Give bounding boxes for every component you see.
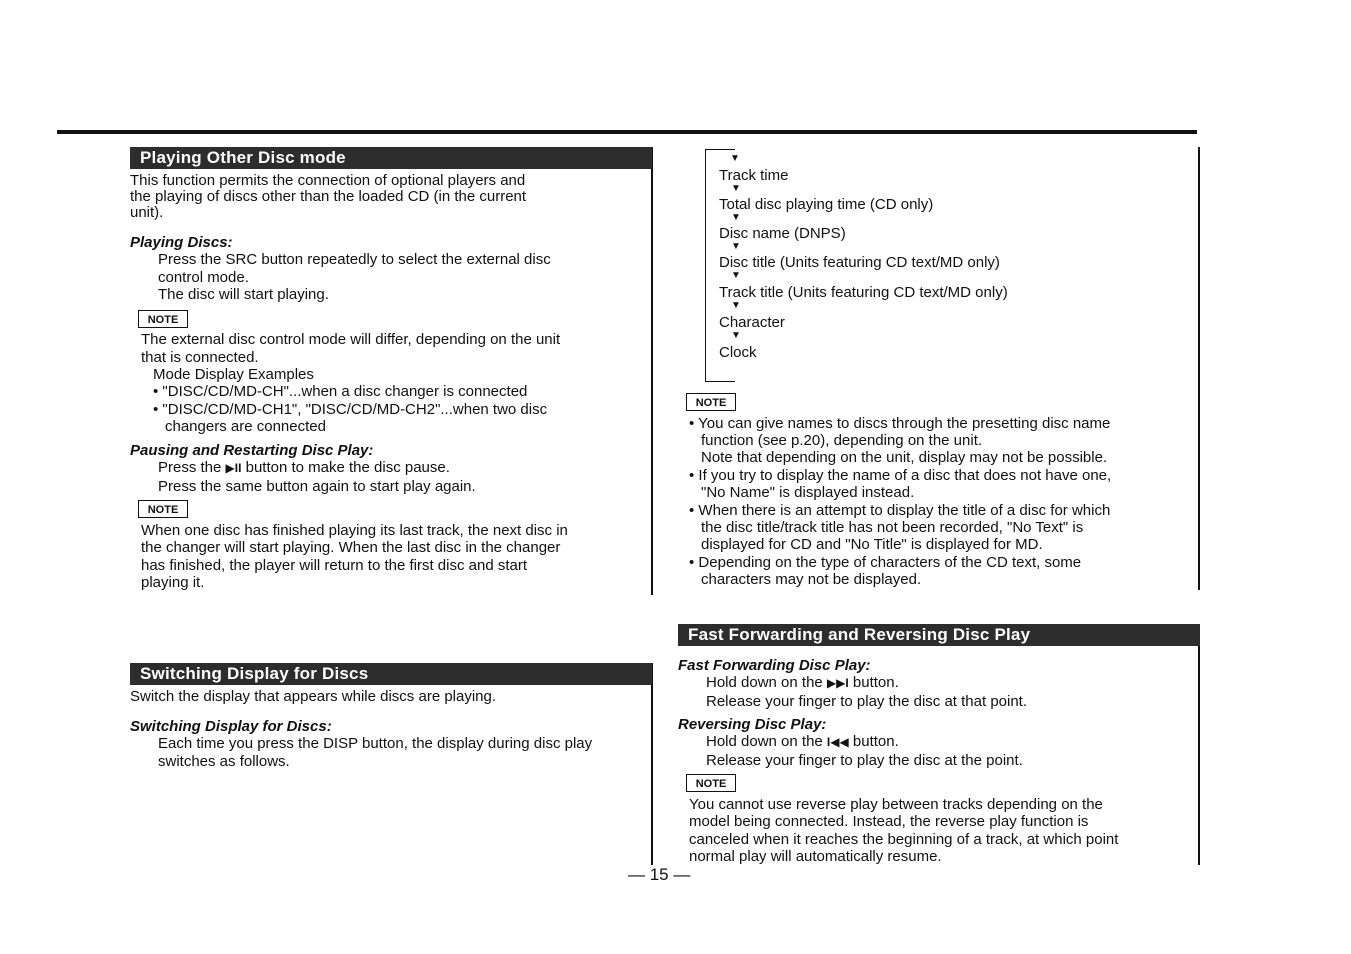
playing-discs-heading: Playing Discs: [130, 234, 233, 251]
note-label: NOTE [138, 310, 188, 328]
fast-forwarding-body [706, 674, 1027, 710]
arrow-down-icon: ▼ [731, 183, 741, 194]
rewind-icon: I◀◀ [826, 735, 849, 749]
note-bullet: • Depending on the type of characters of the CD text, some characters may not be displayed. [689, 554, 1082, 588]
display-flow-list [719, 167, 1008, 361]
bullet-text: Depending on the type of characters of the CD text, some [698, 554, 1082, 571]
note-line: model being connected. Instead, the reverse play function is [689, 813, 1089, 830]
right-note-body [689, 415, 1111, 588]
arrow-down-icon: ▼ [731, 330, 741, 341]
bullet-text: You can give names to discs through the presetting disc name [698, 415, 1111, 432]
note-line: playing it. [141, 574, 205, 591]
section-title-playing-other-disc: Playing Other Disc mode [130, 147, 652, 169]
note-line: When one disc has finished playing its last track, the next disc in [141, 522, 568, 539]
fast-forwarding-heading: Fast Forwarding Disc Play: [678, 657, 871, 674]
play-pause-icon: ▶II [225, 461, 242, 475]
note-line: normal play will automatically resume. [689, 848, 942, 865]
right-edge-lower [1198, 624, 1200, 865]
flow-item: Clock [719, 344, 757, 361]
note-bullet: • If you try to display the name of a disc that does not have one, "No Name" is displayed instead. [689, 467, 1112, 501]
bullet-text: When there is an attempt to display the title of a disc for which [698, 502, 1111, 519]
flow-item: Disc title (Units featuring CD text/MD only) [719, 254, 1000, 271]
section2-intro: Switch the display that appears while discs are playing. [130, 688, 497, 705]
intro-line: the playing of discs other than the loaded CD (in the current [130, 188, 527, 205]
note-label: NOTE [686, 393, 736, 411]
bullet-text: displayed for CD and "No Title" is displayed for MD. [701, 536, 1043, 553]
note-line: the changer will start playing. When the last disc in the changer [141, 539, 561, 556]
note-line: canceled when it reaches the beginning of a track, at which point [689, 831, 1119, 848]
section-title-switching-display: Switching Display for Discs [130, 663, 652, 685]
pausing-heading: Pausing and Restarting Disc Play: [130, 442, 374, 459]
body-line: The disc will start playing. [158, 286, 329, 303]
flow-item: Total disc playing time (CD only) [719, 196, 934, 213]
body-line [158, 459, 476, 477]
note-bullet: • "DISC/CD/MD-CH1", "DISC/CD/MD-CH2"...when two disc changers are connected [153, 401, 548, 435]
intro-line: This function permits the connection of optional players and [130, 172, 526, 189]
text: button to make the disc pause. [241, 459, 450, 476]
arrow-down-icon: ▼ [730, 153, 740, 164]
flow-item: Disc name (DNPS) [719, 225, 846, 242]
intro-line: unit). [130, 204, 164, 221]
arrow-down-icon: ▼ [731, 212, 741, 223]
note-line: that is connected. [141, 349, 259, 366]
text: Hold down on the [706, 674, 827, 691]
body-line [706, 674, 1027, 692]
text: Press the [158, 459, 226, 476]
note-line: You cannot use reverse play between tracks depending on the [689, 796, 1103, 813]
flow-item: Track time [719, 167, 789, 184]
mode-display-examples-heading: Mode Display Examples [153, 366, 314, 383]
body-line: control mode. [158, 269, 249, 286]
page-number: — 15 — [628, 865, 691, 884]
right-edge-upper [1198, 147, 1200, 590]
text: button. [848, 674, 899, 691]
reversing-body [706, 733, 1023, 769]
body-line: Press the same button again to start play again. [158, 478, 476, 495]
note-label: NOTE [686, 774, 736, 792]
bullet-text: Note that depending on the unit, display may not be possible. [701, 449, 1108, 466]
body-line: Each time you press the DISP button, the display during disc play [158, 735, 593, 752]
switching-display-heading: Switching Display for Discs: [130, 718, 332, 735]
note-line: has finished, the player will return to the first disc and start [141, 557, 528, 574]
note-bullet: • When there is an attempt to display the title of a disc for which the disc title/track title has not been recorded, "No Text" is displayed for CD and "No Title" is displayed for MD. [689, 502, 1111, 553]
bullet-text: characters may not be displayed. [701, 571, 922, 588]
bullet-text: function (see p.20), depending on the unit. [701, 432, 983, 449]
section-title-fast-forwarding: Fast Forwarding and Reversing Disc Play [678, 624, 1200, 646]
arrow-down-icon: ▼ [731, 270, 741, 281]
section3-note-body [689, 796, 1118, 865]
body-line: switches as follows. [158, 753, 290, 770]
note1-body [141, 331, 560, 435]
arrow-down-icon: ▼ [731, 300, 741, 311]
body-line: Press the SRC button repeatedly to select the external disc [158, 251, 551, 268]
bullet-text: "No Name" is displayed instead. [701, 484, 915, 501]
pausing-body [158, 459, 476, 495]
body-line [706, 733, 1023, 751]
switching-display-body [158, 735, 592, 770]
playing-discs-body [158, 251, 551, 303]
bullet-text: If you try to display the name of a disc that does not have one, [698, 467, 1112, 484]
column-divider-lower [651, 663, 653, 865]
bullet-text: the disc title/track title has not been recorded, "No Text" is [701, 519, 1084, 536]
note-bullet: • "DISC/CD/MD-CH"...when a disc changer is connected [153, 383, 528, 400]
note-line: The external disc control mode will differ, depending on the unit [141, 331, 561, 348]
reversing-heading: Reversing Disc Play: [678, 716, 827, 733]
top-rule [57, 130, 1197, 134]
note-bullet: • You can give names to discs through the presetting disc name function (see p.20), depending on the unit. Note that depending on the unit, display may not be possible. [689, 415, 1111, 466]
bullet-text: "DISC/CD/MD-CH1", "DISC/CD/MD-CH2"...when two disc [162, 401, 548, 418]
fast-forward-icon: ▶▶I [826, 676, 849, 690]
flow-item: Track title (Units featuring CD text/MD only) [719, 284, 1008, 301]
column-divider-upper [651, 147, 653, 595]
flow-item: Character [719, 314, 785, 331]
note2-body [141, 522, 568, 591]
body-line: Release your finger to play the disc at the point. [706, 752, 1023, 769]
note-label: NOTE [138, 500, 188, 518]
bullet-text: changers are connected [165, 418, 326, 435]
body-line: Release your finger to play the disc at that point. [706, 693, 1028, 710]
text: Hold down on the [706, 733, 827, 750]
section1-intro [130, 173, 526, 221]
arrow-down-icon: ▼ [731, 241, 741, 252]
text: button. [848, 733, 899, 750]
bullet-text: "DISC/CD/MD-CH"...when a disc changer is connected [162, 383, 528, 400]
